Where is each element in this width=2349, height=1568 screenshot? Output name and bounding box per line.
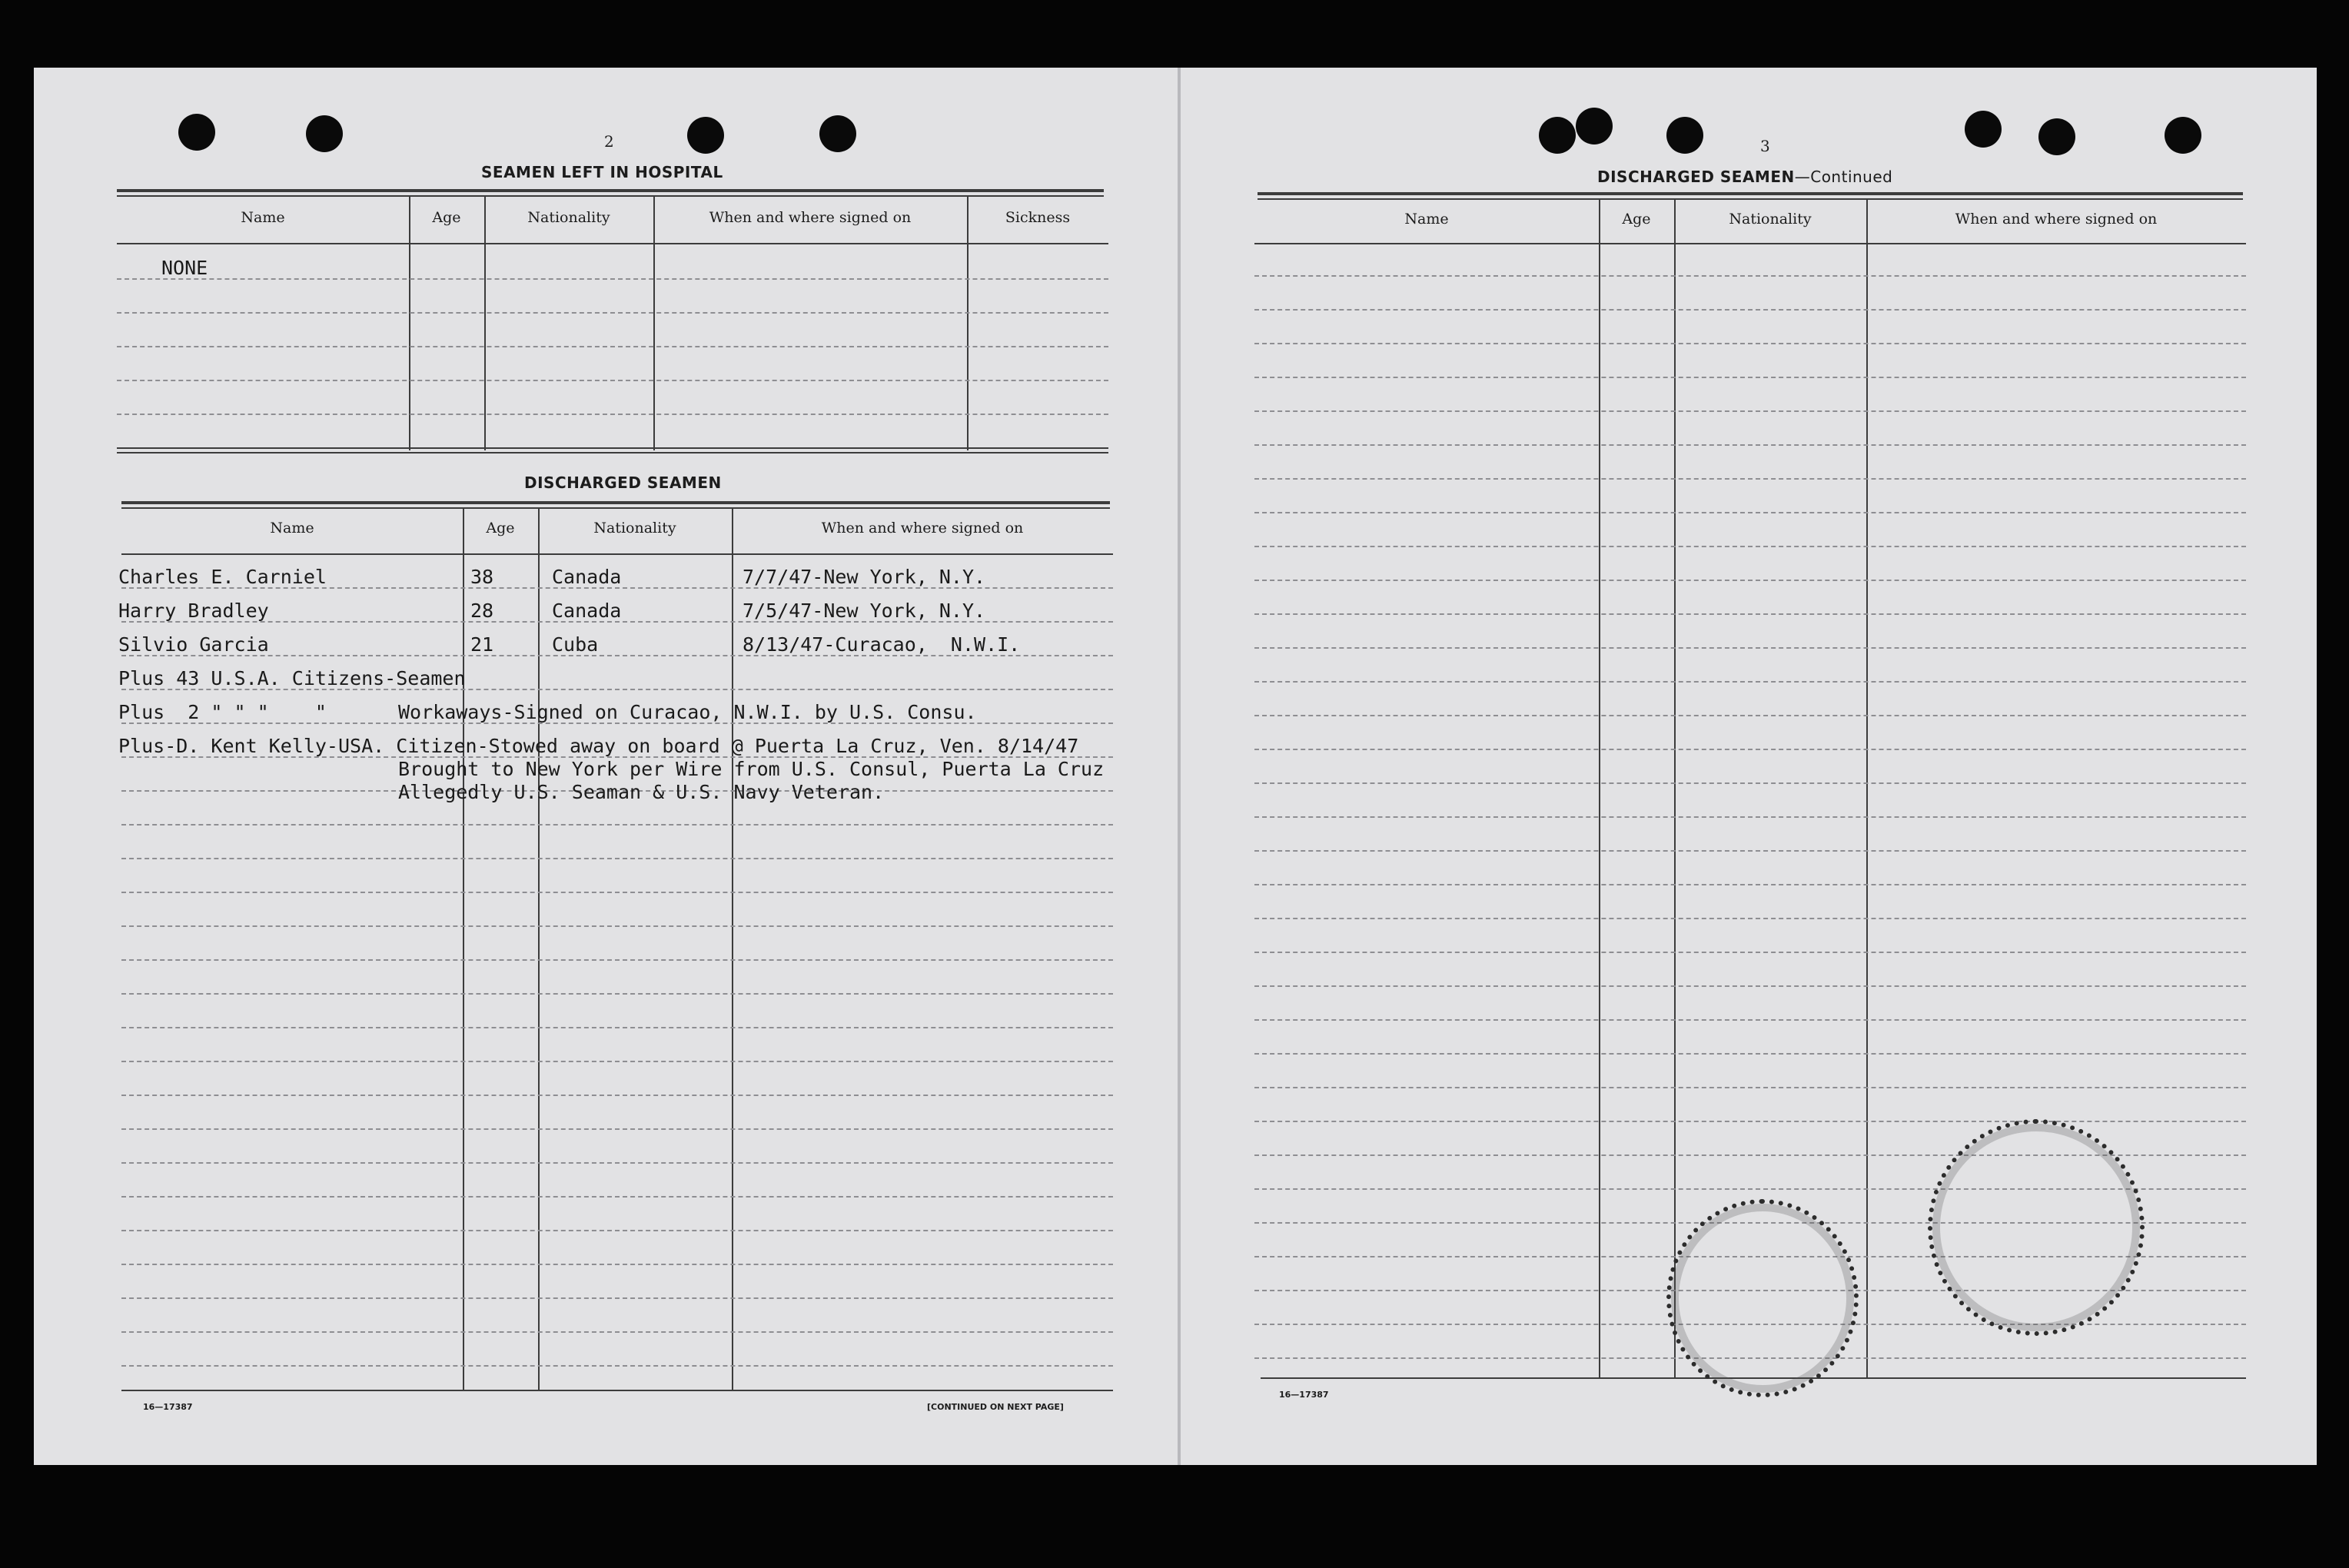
table-rule bbox=[1258, 192, 2243, 195]
row-line bbox=[121, 1162, 1113, 1164]
punch-hole bbox=[2165, 117, 2201, 154]
punch-hole bbox=[1666, 117, 1703, 154]
seaman-age: 28 bbox=[470, 600, 494, 622]
column-header: When and where signed on bbox=[709, 209, 912, 226]
page-number: 3 bbox=[1760, 137, 1770, 155]
discharged-continued-title bbox=[1597, 168, 1892, 186]
row-line bbox=[121, 1095, 1113, 1096]
row-line bbox=[1254, 343, 2246, 344]
row-line bbox=[117, 414, 1108, 415]
punch-hole bbox=[687, 117, 724, 154]
table-rule bbox=[121, 507, 1110, 509]
continued-note: [CONTINUED ON NEXT PAGE] bbox=[927, 1402, 1064, 1412]
row-line bbox=[1254, 478, 2246, 480]
seaman-signed-on: 7/7/47-New York, N.Y. bbox=[743, 566, 986, 588]
punch-hole bbox=[178, 114, 215, 151]
seaman-name: Charles E. Carniel bbox=[118, 566, 327, 588]
row-line bbox=[121, 1365, 1113, 1367]
column-divider bbox=[409, 197, 410, 450]
row-line bbox=[1254, 580, 2246, 581]
column-divider bbox=[463, 509, 464, 1390]
row-line bbox=[1254, 309, 2246, 311]
column-divider bbox=[967, 197, 969, 450]
row-line bbox=[1254, 985, 2246, 987]
row-line bbox=[121, 1264, 1113, 1265]
row-line bbox=[1254, 884, 2246, 885]
title-main: DISCHARGED SEAMEN bbox=[1597, 168, 1795, 186]
table-rule bbox=[121, 553, 1113, 555]
row-line bbox=[121, 1230, 1113, 1231]
row-line bbox=[1254, 512, 2246, 513]
row-line bbox=[121, 1297, 1113, 1299]
column-divider bbox=[732, 509, 733, 1390]
column-header: Age bbox=[432, 209, 461, 226]
note-line: Plus 2 " " " " bbox=[118, 701, 327, 723]
discharged-section-title: DISCHARGED SEAMEN bbox=[524, 473, 722, 492]
column-header: When and where signed on bbox=[1955, 211, 2158, 228]
note-line: Allegedly U.S. Seaman & U.S. Navy Veteran. bbox=[398, 781, 885, 803]
page-number: 2 bbox=[604, 132, 614, 151]
hospital-entry: NONE bbox=[161, 257, 208, 279]
row-line bbox=[121, 925, 1113, 927]
row-line bbox=[117, 346, 1108, 347]
row-line bbox=[1254, 1087, 2246, 1088]
row-line bbox=[121, 993, 1113, 995]
row-line bbox=[1254, 1121, 2246, 1122]
column-header: When and where signed on bbox=[821, 520, 1024, 537]
row-line bbox=[1254, 918, 2246, 919]
table-rule bbox=[121, 1390, 1113, 1391]
seaman-signed-on: 8/13/47-Curacao, N.W.I. bbox=[743, 633, 1021, 656]
row-line bbox=[1254, 681, 2246, 683]
seaman-signed-on: 7/5/47-New York, N.Y. bbox=[743, 600, 986, 622]
row-line bbox=[121, 892, 1113, 893]
seaman-name: Silvio Garcia bbox=[118, 633, 269, 656]
form-number: 16—17387 bbox=[1279, 1390, 1329, 1400]
seaman-name: Harry Bradley bbox=[118, 600, 269, 622]
note-line: Plus-D. Kent Kelly-USA. Citizen-Stowed away on board @ Puerta La Cruz, Ven. 8/14/47 bbox=[118, 735, 1079, 757]
row-line bbox=[1254, 850, 2246, 852]
row-line bbox=[1254, 410, 2246, 412]
row-line bbox=[1254, 952, 2246, 953]
row-line bbox=[121, 858, 1113, 859]
column-header: Nationality bbox=[593, 520, 676, 537]
table-rule bbox=[117, 452, 1108, 453]
seaman-nationality: Canada bbox=[552, 566, 622, 588]
row-line bbox=[117, 380, 1108, 381]
table-rule bbox=[117, 447, 1108, 449]
column-header: Name bbox=[270, 520, 314, 537]
column-header: Nationality bbox=[1729, 211, 1812, 228]
port-stamp bbox=[1666, 1199, 1859, 1397]
column-header: Sickness bbox=[1005, 209, 1071, 226]
note-line: Workaways-Signed on Curacao, N.W.I. by U.S. Consu. bbox=[398, 701, 977, 723]
row-line bbox=[121, 1196, 1113, 1198]
port-stamp bbox=[1928, 1119, 2145, 1336]
row-line bbox=[117, 312, 1108, 314]
seaman-age: 38 bbox=[470, 566, 494, 588]
row-line bbox=[121, 824, 1113, 826]
column-divider bbox=[484, 197, 486, 450]
seaman-age: 21 bbox=[470, 633, 494, 656]
punch-hole bbox=[1576, 108, 1613, 145]
row-line bbox=[121, 1331, 1113, 1333]
table-rule bbox=[117, 189, 1104, 192]
row-line bbox=[1254, 1053, 2246, 1055]
row-line bbox=[1254, 715, 2246, 716]
punch-hole bbox=[1539, 117, 1576, 154]
table-rule bbox=[117, 243, 1108, 244]
row-line bbox=[121, 959, 1113, 961]
column-divider bbox=[538, 509, 540, 1390]
row-line bbox=[121, 1027, 1113, 1028]
column-header: Name bbox=[241, 209, 285, 226]
table-rule bbox=[1254, 243, 2246, 244]
row-line bbox=[121, 1061, 1113, 1062]
column-header: Name bbox=[1404, 211, 1449, 228]
hospital-section-title: SEAMEN LEFT IN HOSPITAL bbox=[481, 163, 723, 181]
seaman-nationality: Canada bbox=[552, 600, 622, 622]
page-fold bbox=[1178, 68, 1181, 1465]
row-line bbox=[1254, 816, 2246, 818]
note-line: Brought to New York per Wire from U.S. Consul, Puerta La Cruz bbox=[398, 758, 1105, 780]
table-rule bbox=[121, 501, 1110, 504]
punch-hole bbox=[2038, 118, 2075, 155]
table-rule bbox=[117, 195, 1104, 197]
row-line bbox=[1254, 275, 2246, 277]
table-rule bbox=[1258, 198, 2243, 200]
seaman-nationality: Cuba bbox=[552, 633, 599, 656]
row-line bbox=[117, 278, 1108, 280]
punch-hole bbox=[819, 115, 856, 152]
column-header: Age bbox=[1622, 211, 1651, 228]
row-line bbox=[121, 1128, 1113, 1130]
column-header: Age bbox=[486, 520, 515, 537]
note-line: Plus 43 U.S.A. Citizens-Seamen bbox=[118, 667, 466, 689]
row-line bbox=[1254, 444, 2246, 446]
row-line bbox=[1254, 782, 2246, 784]
column-header: Nationality bbox=[527, 209, 610, 226]
row-line bbox=[1254, 546, 2246, 547]
column-divider bbox=[653, 197, 655, 450]
row-line bbox=[1254, 647, 2246, 649]
row-line bbox=[1254, 377, 2246, 378]
title-suffix: —Continued bbox=[1794, 168, 1893, 186]
row-line bbox=[1254, 749, 2246, 750]
row-line bbox=[1254, 1019, 2246, 1021]
punch-hole bbox=[1965, 111, 2002, 148]
form-number: 16—17387 bbox=[143, 1402, 193, 1412]
row-line bbox=[1254, 613, 2246, 615]
punch-hole bbox=[306, 115, 343, 152]
